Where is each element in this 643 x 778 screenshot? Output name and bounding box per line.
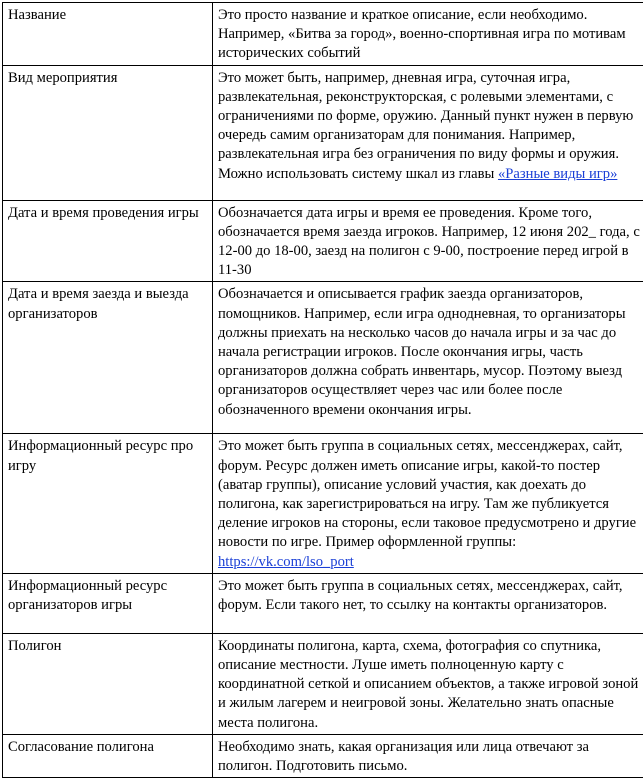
row-label: Информационный ресурс про игру (3, 434, 213, 573)
row-label: Название (3, 3, 213, 66)
row-description-text: Обозначается дата игры и время ее проведения. Кроме того, обозначается время заезда игроков. Например, 12 июня 202_ года, с 12-00 до 18-00, заезд на полигон с 9-00, построение перед игрой в 11-30 (218, 205, 640, 279)
row-label: Дата и время проведения игры (3, 200, 213, 282)
row-label: Информационный ресурс организаторов игры (3, 573, 213, 633)
row-label: Вид мероприятия (3, 65, 213, 200)
row-description (213, 633, 643, 734)
row-description-text: Это может быть, например, дневная игра, суточная игра, развлекательная, реконструкторская, с ролевыми элементами, с ограничениями по форме, оружию. Данный пункт нужен в первую очередь самим организаторам для понимания. Например, развлекательная игра без ограничения по виду формы и оружия. Можно использовать систему шкал из главы (218, 70, 633, 182)
table-row (3, 573, 643, 633)
row-description-text: Обозначается и описывается график заезда организаторов, помощников. Например, если игра однодневная, то организаторы должны приехать на несколько часов до начала игры и за час до начала регистрации игроков. После окончания игры, часть организаторов должна собрать инвентарь, мусор. Поэтому выезд организаторов осуществляет через час или более после обозначенного времени окончания игры. (218, 286, 626, 417)
vk-group-link[interactable]: https://vk.com/lso_port (218, 554, 354, 570)
row-description (213, 3, 643, 66)
table-row (3, 734, 643, 777)
table-row (3, 633, 643, 734)
chapter-link[interactable]: «Разные виды игр» (498, 166, 617, 182)
row-description (213, 282, 643, 434)
info-table (2, 2, 643, 778)
table-row (3, 3, 643, 66)
row-description-text: Необходимо знать, какая организация или лица отвечают за полигон. Подготовить письмо. (218, 739, 589, 774)
row-description-text: Координаты полигона, карта, схема, фотография со спутника, описание местности. Луше иметь полноценную карту с координатной сеткой и описанием объектов, а также игровой зоной и жилым лагерем и неигровой зоны. Желательно знать опасные места полигона. (218, 638, 638, 731)
row-description-text: Это может быть группа в социальных сетях, мессенджерах, сайт, форум. Ресурс должен иметь описание игры, какой-то постер (аватар группы), описание условий участия, как доехать до полигона, как зарегистрироваться на игру. Там же публикуется деление игроков на стороны, если таковое предусмотрено и другие новости по игре. Пример оформленной группы: (218, 438, 636, 550)
row-description (213, 734, 643, 777)
table-row (3, 200, 643, 282)
row-description-text: Это просто название и краткое описание, если необходимо. Например, «Битва за город», военно-спортивная игра по мотивам исторических событий (218, 7, 626, 61)
table-row (3, 434, 643, 573)
row-description (213, 434, 643, 573)
row-description (213, 200, 643, 282)
table-row (3, 65, 643, 200)
row-description (213, 65, 643, 200)
row-description (213, 573, 643, 633)
row-label: Полигон (3, 633, 213, 734)
row-description-text: Это может быть группа в социальных сетях, мессенджерах, сайт, форум. Если такого нет, то ссылку на контакты организаторов. (218, 578, 623, 613)
row-label: Согласование полигона (3, 734, 213, 777)
row-label: Дата и время заезда и выезда организаторов (3, 282, 213, 434)
table-row (3, 282, 643, 434)
